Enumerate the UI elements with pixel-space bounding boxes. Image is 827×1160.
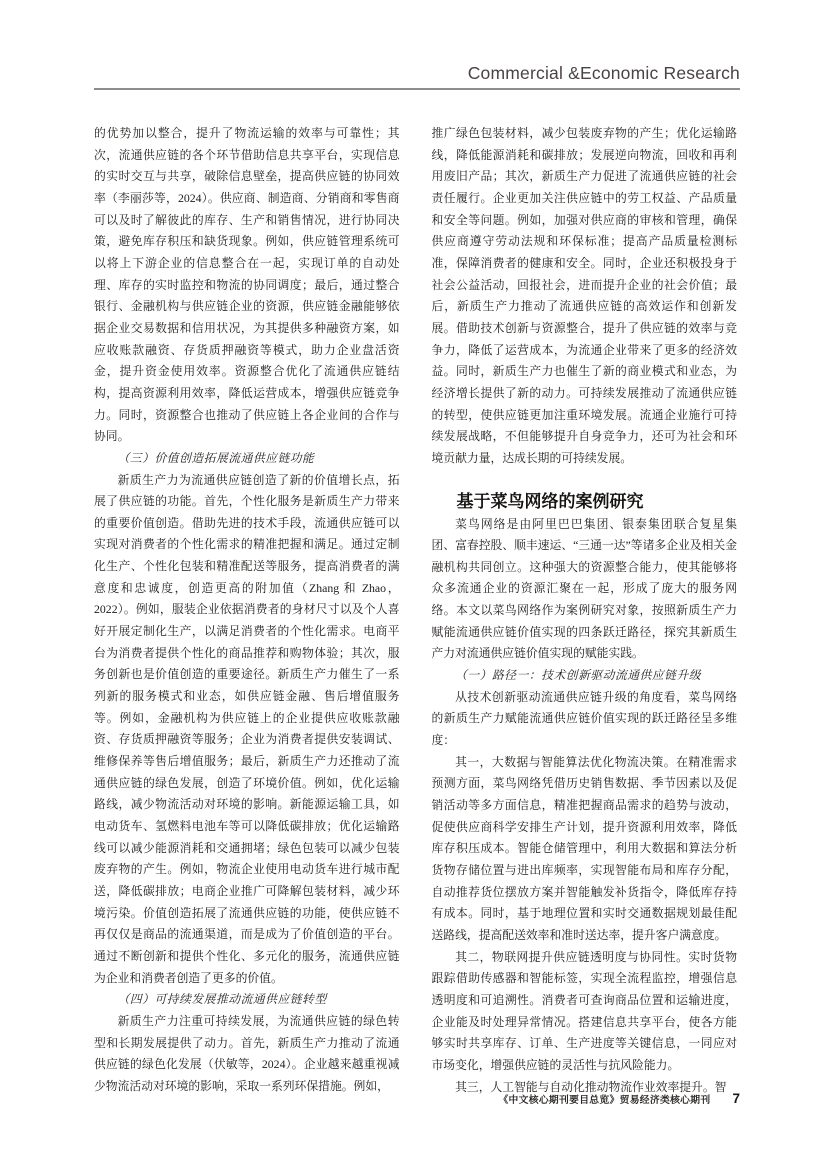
header-rule xyxy=(94,88,740,90)
article-body xyxy=(94,123,737,1098)
paragraph-sustainability: 新质生产力注重可持续发展，为流通供应链的绿色转型和长期发展提供了动力。首先，新质生产力推动了流通供应链的绿色化发展（伏敏等，2024）。企业越来越重视减少物流活动对环境的影响，采取一系列环保措施。例如， xyxy=(94,1013,400,1093)
paragraph-path1-lead: 从技术创新驱动流通供应链升级的角度看，菜鸟网络的新质生产力赋能流通供应链价值实现的跃迁路径呈多维度： xyxy=(431,689,737,748)
subsection-heading-3: （三）价值创造拓展流通供应链功能 xyxy=(117,450,315,465)
paragraph-path1-iot: 其二，物联网提升供应链透明度与协同性。实时货物跟踪借助传感器和智能标签，实现全流程监控，增强信息透明度和可追溯性。消费者可查询商品位置和运输进度，企业能及时处理异常情况。搭建信息共享平台，使各方能够实时共享库存、订单、生产进度等关键信息，一同应对市场变化，增强供应链的灵活性与抗风险能力。 xyxy=(431,949,737,1072)
journal-title: Commercial &Economic Research xyxy=(467,63,740,83)
paragraph-sustainability-continued: 推广绿色包装材料，减少包装废弃物的产生；优化运输路线，降低能源消耗和碳排放；发展逆向物流，回收和再利用废旧产品；其次，新质生产力促进了流通供应链的社会责任履行。企业更加关注供应链中的劳工权益、产品质量和安全等问题。例如，加强对供应商的审核和管理，确保供应商遵守劳动法规和环保标准；提高产品质量检测标准，保障消费者的健康和安全。同时，企业还积极投身于社会公益活动，回报社会，进而提升企业的社会价值；最后，新质生产力推动了流通供应链的高效运作和创新发展。借助技术创新与资源整合，提升了供应链的效率与竞争力，降低了运营成本，为流通企业带来了更多的经济效益。同时，新质生产力也催生了新的商业模式和业态，为经济增长提供了新的动力。可持续发展推动了流通供应链的转型，使供应链更加注重环境发展。流通企业施行可持续发展战略，不但能够提升自身竞争力，还可为社会和环境贡献力量，达成长期的可持续发展。 xyxy=(431,126,737,465)
subsection-heading-4: （四）可持续发展推动流通供应链转型 xyxy=(117,992,327,1007)
left-column xyxy=(94,123,400,1098)
section-heading-cainiao-case-study: 基于菜鸟网络的案例研究 xyxy=(456,491,644,511)
subsection-heading-path-1: （一）路径一：技术创新驱动流通供应链升级 xyxy=(455,668,702,683)
page-header xyxy=(94,0,740,88)
page-number: 7 xyxy=(732,1091,740,1106)
paragraph-value-creation: 新质生产力为流通供应链创造了新的价值增长点，拓展了供应链的功能。首先，个性化服务是新质生产力带来的重要价值创造。借助先进的技术手段，流通供应链可以实现对消费者的个性化需求的精准把握和满足。通过定制化生产、个性化包装和精准配送等服务，提高消费者的满意度和忠诚度，创造更高的附加值（Zhang 和 Zhao，2022）。例如，服装企业依据消费者的身材尺寸以及个人喜好开展定制化生产，以满足消费者的个性化需求。电商平台为消费者提供个性化的商品推荐和购物体验；其次，服务创新也是价值创造的重要途径。新质生产力催生了一系列新的服务模式和业态，如供应链金融、售后增值服务等。例如，金融机构为供应链上的企业提供应收账款融资、存货质押融资等服务；企业为消费者提供安装调试、维修保养等售后增值服务；最后，新质生产力还推动了流通供应链的绿色发展，创造了环境价值。例如，优化运输路线，减少物流活动对环境的影响。新能源运输工具，如电动货车、氢燃料电池车等可以降低碳排放；优化运输路线可以减少能源消耗和交通拥堵；绿色包装可以减少包装废弃物的产生。例如，物流企业使用电动货车进行城市配送，降低碳排放；电商企业推广可降解包装材料，减少环境污染。价值创造拓展了流通供应链的功能，使供应链不再仅仅是商品的流通渠道，而是成为了价值创造的平台。通过不断创新和提供个性化、多元化的服务，流通供应链为企业和消费者创造了更多的价值。 xyxy=(94,472,400,985)
right-column xyxy=(432,123,738,1098)
paragraph-path1-ai: 其三，人工智能与自动化推动物流作业效率提升。智 xyxy=(455,1079,727,1094)
page-footer xyxy=(94,1091,740,1106)
paragraph-cainiao-intro: 菜鸟网络是由阿里巴巴集团、银泰集团联合复星集团、富春控股、顺丰速运、“三通一达”等诸多企业及相关金融机构共同创立。这种强大的资源整合能力，使其能够将众多流通企业的资源汇聚在一起，形成了庞大的服务网络。本文以菜鸟网络作为案例研究对象，按照新质生产力赋能流通供应链价值实现的四条跃迁路径，探究其新质生产力对流通供应链价值实现的赋能实践。 xyxy=(431,516,737,661)
footer-journal-note: 《中文核心期刊要目总览》贸易经济类核心期刊 xyxy=(498,1095,711,1106)
paragraph-path1-bigdata: 其一，大数据与智能算法优化物流决策。在精准需求预测方面，菜鸟网络凭借历史销售数据、季节因素以及促销活动等多方面信息，精准把握商品需求的趋势与波动，促使供应商科学安排生产计划，提升资源利用效率，降低库存积压成本。智能仓储管理中，利用大数据和算法分析货物存储位置与进出库频率，实现智能布局和库存分配，自动推荐货位摆放方案并智能触发补货指令，降低库存持有成本。同时，基于地理位置和实时交通数据规划最佳配送路线，提高配送效率和准时送达率，提升客户满意度。 xyxy=(431,754,737,942)
paragraph-resource-integration: 的优势加以整合，提升了物流运输的效率与可靠性；其次，流通供应链的各个环节借助信息共享平台，实现信息的实时交互与共享，破除信息壁垒，提高供应链的协同效率（李丽莎等，2024）。供应商、制造商、分销商和零售商可以及时了解彼此的库存、生产和销售情况，进行协同决策，避免库存积压和缺货现象。例如，供应链管理系统可以将上下游企业的信息整合在一起，实现订单的自动处理、库存的实时监控和物流的协同调度；最后，通过整合银行、金融机构与供应链企业的资源，供应链金融能够依据企业交易数据和信用状况，为其提供多种融资方案，如应收账款融资、存货质押融资等模式，助力企业盘活资金，提升资金使用效率。资源整合优化了流通供应链结构，提高资源利用效率，降低运营成本，增强供应链竞争力。同时，资源整合也推动了供应链上各企业间的合作与协同。 xyxy=(94,126,400,444)
